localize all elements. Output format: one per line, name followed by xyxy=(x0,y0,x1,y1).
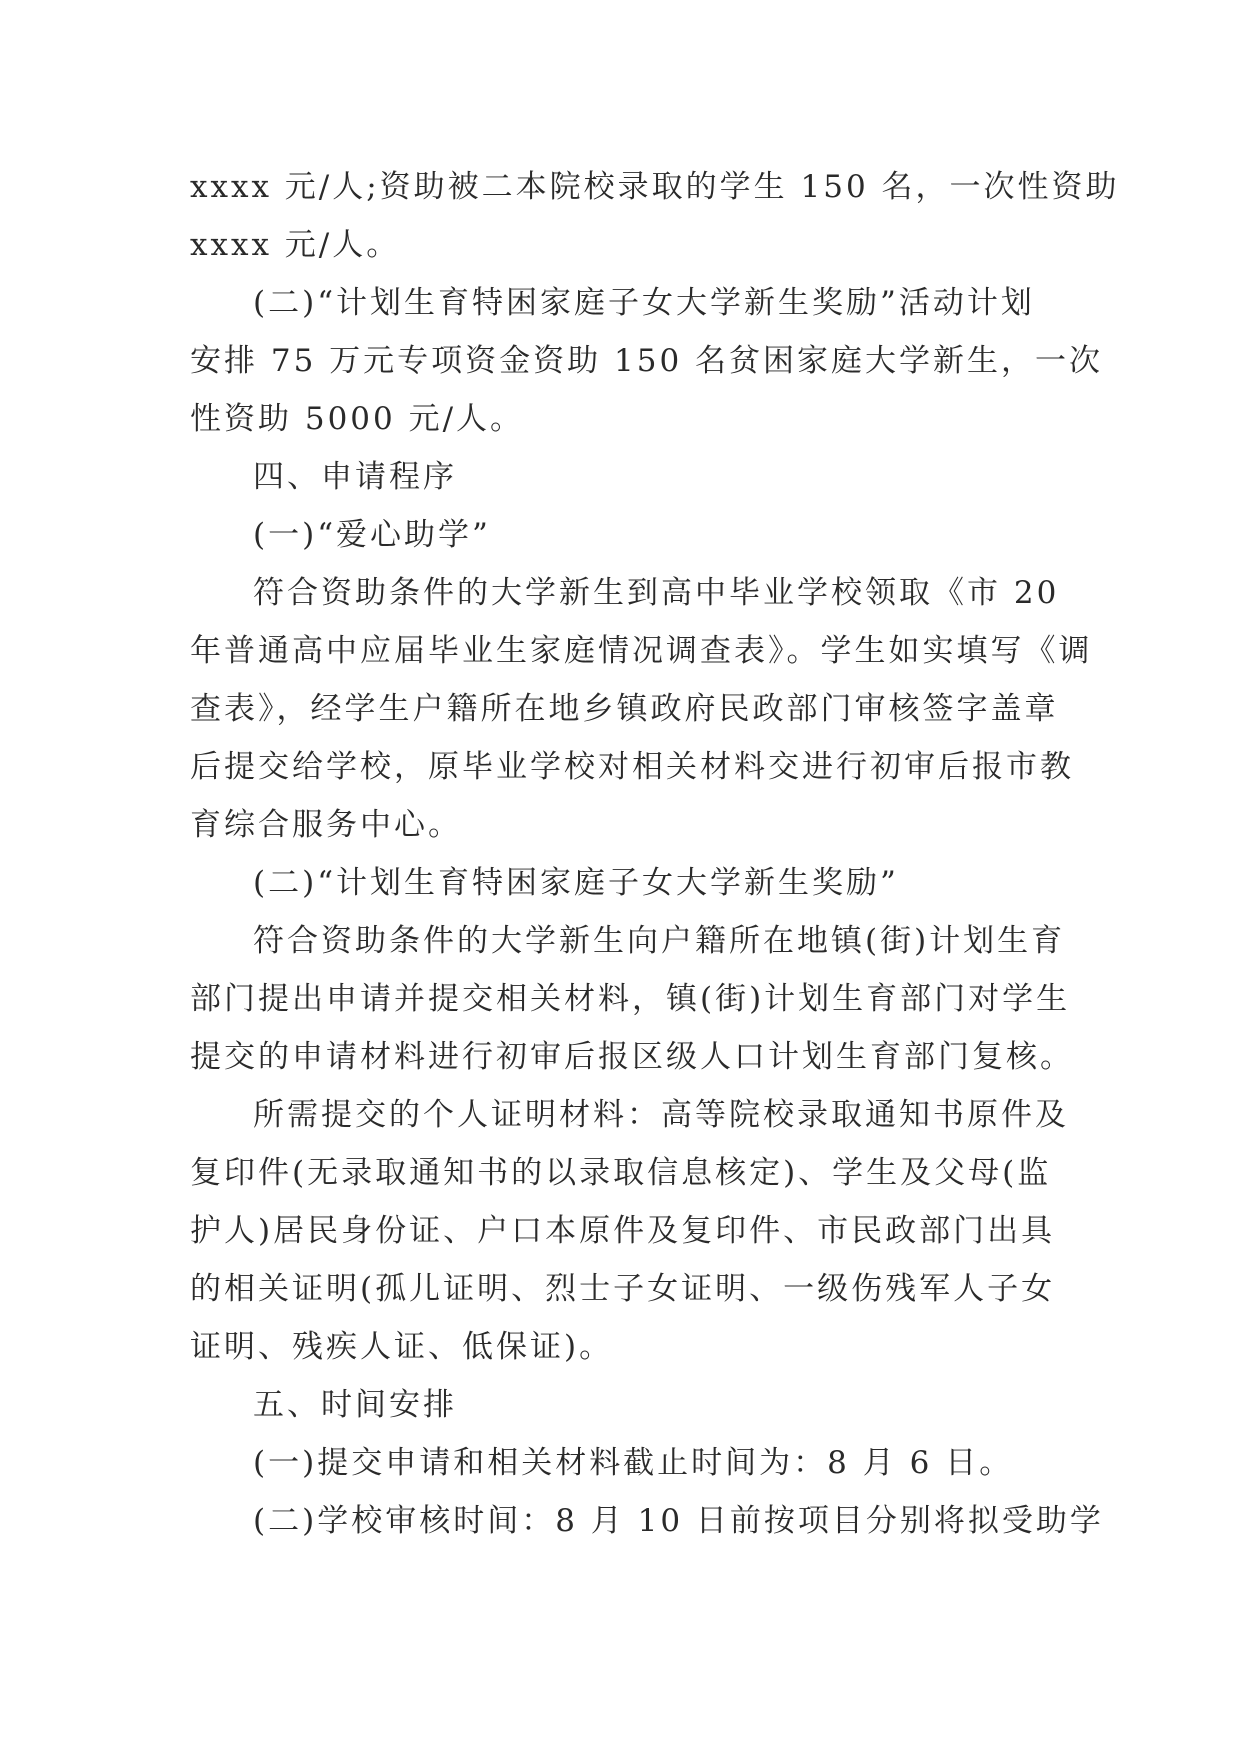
text-line: 部门提出申请并提交相关材料，镇(街)计划生育部门对学生 xyxy=(190,981,1071,1017)
text-line: 所需提交的个人证明材料：高等院校录取通知书原件及 xyxy=(253,1097,1069,1133)
text-line: xxxx 元/人;资助被二本院校录取的学生 150 名，一次性资助 xyxy=(190,169,1120,205)
text-line: 符合资助条件的大学新生到高中毕业学校领取《市 20 xyxy=(253,575,1060,611)
text-line: 后提交给学校，原毕业学校对相关材料交进行初审后报市教 xyxy=(190,749,1074,785)
text-line: 育综合服务中心。 xyxy=(190,807,462,843)
text-line: 年普通高中应届毕业生家庭情况调查表》。学生如实填写《调 xyxy=(190,633,1093,669)
section-heading: 五、时间安排 xyxy=(253,1387,457,1423)
text-line: 性资助 5000 元/人。 xyxy=(190,401,525,437)
text-line: 复印件(无录取通知书的以录取信息核定)、学生及父母(监 xyxy=(190,1155,1052,1191)
text-line: (二)学校审核时间：8 月 10 日前按项目分别将拟受助学 xyxy=(253,1503,1104,1539)
section-heading: (二)“计划生育特困家庭子女大学新生奖励” xyxy=(253,865,899,901)
text-line: 的相关证明(孤儿证明、烈士子女证明、一级伤残军人子女 xyxy=(190,1271,1056,1307)
section-heading: (二)“计划生育特困家庭子女大学新生奖励”活动计划 xyxy=(253,285,1035,321)
text-line: 证明、残疾人证、低保证)。 xyxy=(190,1329,614,1365)
text-line: (一)提交申请和相关材料截止时间为：8 月 6 日。 xyxy=(253,1445,1014,1481)
section-heading: 四、申请程序 xyxy=(253,459,457,495)
text-line: 护人)居民身份证、户口本原件及复印件、市民政部门出具 xyxy=(190,1213,1056,1249)
text-line: xxxx 元/人。 xyxy=(190,227,401,263)
text-line: 查表》，经学生户籍所在地乡镇政府民政部门审核签字盖章 xyxy=(190,691,1059,727)
text-line: 符合资助条件的大学新生向户籍所在地镇(街)计划生育 xyxy=(253,923,1066,959)
text-line: 提交的申请材料进行初审后报区级人口计划生育部门复核。 xyxy=(190,1039,1074,1075)
text-line: 安排 75 万元专项资金资助 150 名贫困家庭大学新生，一次 xyxy=(190,343,1104,379)
section-heading: (一)“爱心助学” xyxy=(253,517,491,553)
